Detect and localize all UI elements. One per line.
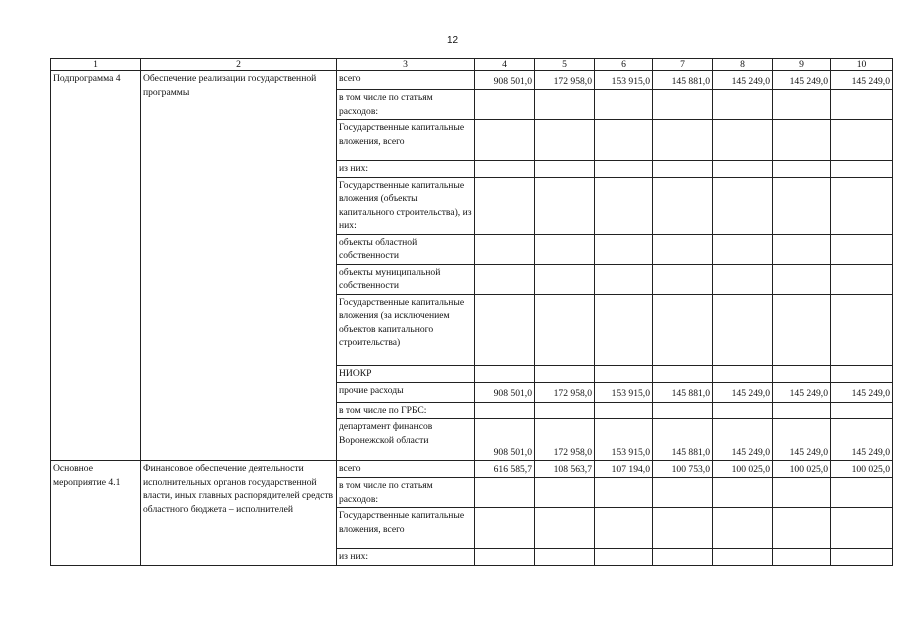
value-cell: 153 915,0 xyxy=(595,71,653,90)
column-header-8: 8 xyxy=(713,59,773,71)
value-cell xyxy=(713,177,773,234)
value-cell xyxy=(475,234,535,264)
value-cell xyxy=(475,365,535,382)
expense-label-cell: в том числе по статьям расходов: xyxy=(337,90,475,120)
column-header-10: 10 xyxy=(831,59,893,71)
value-cell xyxy=(831,177,893,234)
value-cell xyxy=(595,234,653,264)
value-cell xyxy=(535,90,595,120)
value-cell: 145 249,0 xyxy=(831,71,893,90)
value-cell xyxy=(713,508,773,549)
value-cell xyxy=(475,90,535,120)
value-cell xyxy=(773,177,831,234)
value-cell xyxy=(773,294,831,365)
value-cell xyxy=(475,264,535,294)
value-cell xyxy=(475,549,535,566)
value-cell xyxy=(475,478,535,508)
value-cell xyxy=(475,402,535,419)
value-cell xyxy=(773,264,831,294)
value-cell xyxy=(773,549,831,566)
expense-label-cell: из них: xyxy=(337,161,475,178)
value-cell xyxy=(653,402,713,419)
header-row xyxy=(51,59,893,71)
value-cell: 107 194,0 xyxy=(595,461,653,478)
value-cell xyxy=(653,294,713,365)
value-cell: 100 025,0 xyxy=(713,461,773,478)
value-cell: 616 585,7 xyxy=(475,461,535,478)
expense-label-cell: объекты муниципальной собственности xyxy=(337,264,475,294)
value-cell xyxy=(831,120,893,161)
value-cell xyxy=(535,402,595,419)
value-cell xyxy=(831,478,893,508)
value-cell xyxy=(535,120,595,161)
value-cell: 908 501,0 xyxy=(475,382,535,402)
value-cell xyxy=(475,294,535,365)
value-cell xyxy=(535,478,595,508)
value-cell xyxy=(773,402,831,419)
value-cell: 145 249,0 xyxy=(713,71,773,90)
expense-label-cell: Государственные капитальные вложения (объекты капитального строительства), из них: xyxy=(337,177,475,234)
value-cell: 145 249,0 xyxy=(831,382,893,402)
value-cell xyxy=(535,549,595,566)
expense-label-cell: Государственные капитальные вложения, всего xyxy=(337,508,475,549)
expense-label-cell: НИОКР xyxy=(337,365,475,382)
value-cell: 145 249,0 xyxy=(773,71,831,90)
expense-label-cell: Государственные капитальные вложения, всего xyxy=(337,120,475,161)
value-cell xyxy=(595,294,653,365)
column-header-1: 1 xyxy=(51,59,141,71)
value-cell: 145 249,0 xyxy=(713,419,773,461)
column-header-2: 2 xyxy=(141,59,337,71)
budget-table xyxy=(50,58,893,566)
value-cell xyxy=(831,508,893,549)
expense-label-cell: Государственные капитальные вложения (за исключением объектов капитального строительства) xyxy=(337,294,475,365)
value-cell xyxy=(595,177,653,234)
value-cell xyxy=(653,90,713,120)
value-cell: 100 025,0 xyxy=(773,461,831,478)
value-cell xyxy=(831,161,893,178)
value-cell: 145 881,0 xyxy=(653,382,713,402)
table-row xyxy=(51,461,893,478)
value-cell: 145 249,0 xyxy=(713,382,773,402)
expense-label-cell: в том числе по статьям расходов: xyxy=(337,478,475,508)
column-header-9: 9 xyxy=(773,59,831,71)
value-cell xyxy=(595,508,653,549)
value-cell: 908 501,0 xyxy=(475,419,535,461)
value-cell xyxy=(653,177,713,234)
value-cell: 153 915,0 xyxy=(595,382,653,402)
value-cell xyxy=(595,120,653,161)
value-cell xyxy=(595,90,653,120)
table-row xyxy=(51,71,893,90)
value-cell xyxy=(653,120,713,161)
program-code-cell: Подпрограмма 4 xyxy=(51,71,141,461)
column-header-4: 4 xyxy=(475,59,535,71)
program-code-cell: Основное мероприятие 4.1 xyxy=(51,461,141,566)
expense-label-cell: всего xyxy=(337,71,475,90)
expense-label-cell: из них: xyxy=(337,549,475,566)
value-cell xyxy=(773,478,831,508)
value-cell xyxy=(535,365,595,382)
expense-label-cell: в том числе по ГРБС: xyxy=(337,402,475,419)
value-cell xyxy=(595,365,653,382)
value-cell xyxy=(773,161,831,178)
value-cell: 145 249,0 xyxy=(773,419,831,461)
value-cell: 145 881,0 xyxy=(653,71,713,90)
value-cell xyxy=(535,294,595,365)
value-cell: 172 958,0 xyxy=(535,382,595,402)
value-cell xyxy=(475,177,535,234)
value-cell xyxy=(595,549,653,566)
column-header-3: 3 xyxy=(337,59,475,71)
value-cell xyxy=(475,120,535,161)
value-cell xyxy=(831,365,893,382)
value-cell xyxy=(475,508,535,549)
value-cell xyxy=(713,402,773,419)
value-cell xyxy=(831,402,893,419)
value-cell: 153 915,0 xyxy=(595,419,653,461)
column-header-5: 5 xyxy=(535,59,595,71)
value-cell xyxy=(773,120,831,161)
value-cell xyxy=(831,234,893,264)
value-cell xyxy=(595,161,653,178)
value-cell: 172 958,0 xyxy=(535,419,595,461)
value-cell xyxy=(713,549,773,566)
value-cell: 172 958,0 xyxy=(535,71,595,90)
value-cell xyxy=(653,549,713,566)
value-cell xyxy=(653,234,713,264)
value-cell xyxy=(595,478,653,508)
value-cell xyxy=(831,264,893,294)
value-cell: 145 881,0 xyxy=(653,419,713,461)
value-cell xyxy=(535,508,595,549)
value-cell: 908 501,0 xyxy=(475,71,535,90)
expense-label-cell: всего xyxy=(337,461,475,478)
value-cell xyxy=(653,161,713,178)
expense-label-cell: объекты областной собственности xyxy=(337,234,475,264)
value-cell xyxy=(653,478,713,508)
value-cell xyxy=(831,549,893,566)
value-cell: 108 563,7 xyxy=(535,461,595,478)
program-name-cell: Обеспечение реализации государственной программы xyxy=(141,71,337,461)
value-cell xyxy=(713,264,773,294)
value-cell xyxy=(595,402,653,419)
column-header-6: 6 xyxy=(595,59,653,71)
value-cell xyxy=(713,90,773,120)
value-cell xyxy=(713,294,773,365)
column-header-7: 7 xyxy=(653,59,713,71)
value-cell: 100 025,0 xyxy=(831,461,893,478)
value-cell xyxy=(535,264,595,294)
expense-label-cell: прочие расходы xyxy=(337,382,475,402)
page-number: 12 xyxy=(446,35,459,46)
value-cell xyxy=(773,508,831,549)
value-cell: 145 249,0 xyxy=(831,419,893,461)
value-cell xyxy=(713,365,773,382)
value-cell xyxy=(831,294,893,365)
value-cell xyxy=(713,161,773,178)
value-cell xyxy=(773,365,831,382)
value-cell xyxy=(535,177,595,234)
expense-label-cell: департамент финансов Воронежской области xyxy=(337,419,475,461)
value-cell xyxy=(653,264,713,294)
value-cell xyxy=(773,234,831,264)
value-cell xyxy=(653,508,713,549)
value-cell xyxy=(535,161,595,178)
value-cell xyxy=(713,120,773,161)
value-cell xyxy=(713,234,773,264)
value-cell xyxy=(595,264,653,294)
value-cell xyxy=(773,90,831,120)
value-cell xyxy=(653,365,713,382)
value-cell: 100 753,0 xyxy=(653,461,713,478)
value-cell xyxy=(831,90,893,120)
program-name-cell: Финансовое обеспечение деятельности исполнительных органов государственной власти, иных главных распорядителей средств областного бюджета – исполнителей xyxy=(141,461,337,566)
value-cell xyxy=(535,234,595,264)
value-cell: 145 249,0 xyxy=(773,382,831,402)
value-cell xyxy=(713,478,773,508)
value-cell xyxy=(475,161,535,178)
